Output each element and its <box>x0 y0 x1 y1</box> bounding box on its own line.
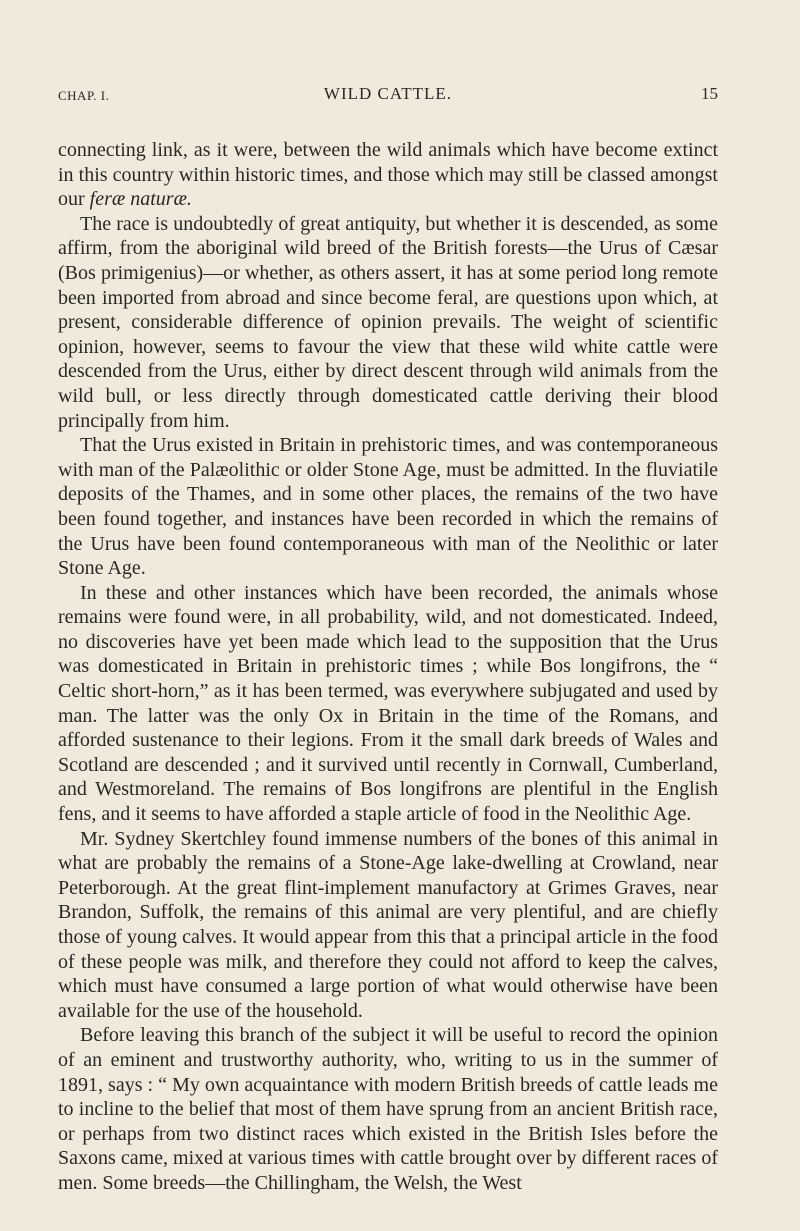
body-text <box>58 138 718 1196</box>
paragraph <box>58 827 718 1024</box>
paragraph <box>58 138 718 212</box>
text-fragment: The race is undoubtedly of great antiquity, but whether it is descended, as some affirm, from the aboriginal wild breed of the British forests—the Urus of Cæsar (Bos primigenius)—or whether, as others assert, it has at some period long remote been imported from abroad and since become feral, are questions upon which, at present, considerable difference of opinion prevails. The weight of scientific opinion, however, seems to favour the view that these wild white cattle were descended from the Urus, either by direct descent through wild animals from the wild bull, or less directly through domesticated cattle deriving their blood principally from him. <box>58 212 718 432</box>
text-fragment: In these and other instances which have been recorded, the animals whose remains were found were, in all probability, wild, and not domesticated. Indeed, no discoveries have yet been made which lead to the supposition that the Urus was domesticated in Britain in prehistoric times ; while Bos longifrons, the “ Celtic short-horn,” as it has been termed, was everywhere subjugated and used by man. The latter was the only Ox in Britain in the time of the Romans, and afforded sustenance to their legions. From it the small dark breeds of Wales and Scotland are descended ; and it survived until recently in Cornwall, Cumberland, and Westmoreland. The remains of Bos longifrons are plentiful in the English fens, and it seems to have afforded a staple article of food in the Neolithic Age. <box>58 581 718 826</box>
text-fragment: Before leaving this branch of the subject it will be useful to record the opinion of an eminent and trustworthy authority, who, writing to us in the summer of 1891, says : “ My own acquaintance with modern British breeds of cattle leads me to incline to the belief that most of them have sprung from an ancient British race, or perhaps from two distinct races which existed in the British Isles before the Saxons came, mixed at various times with cattle brought over by different races of men. Some breeds—the Chillingham, the Welsh, the West <box>58 1024 718 1194</box>
paragraph <box>58 212 718 433</box>
text-fragment: connecting link, as it were, between the wild animals which have become extinct in this country within historic times, and those which may still be classed amongst our <box>58 139 718 211</box>
text-fragment: Mr. Sydney Skertchley found immense numbers of the bones of this animal in what are probably the remains of a Stone-Age lake-dwelling at Crowland, near Peterborough. At the great flint-implement manufactory at Grimes Graves, near Brandon, Suffolk, the remains of this animal are very plentiful, and are chiefly those of young calves. It would appear from this that a principal article in the food of these people was milk, and therefore they could not afford to keep the calves, which must have consumed a large portion of what would otherwise have been available for the use of the household. <box>58 827 718 1022</box>
paragraph <box>58 433 718 581</box>
page-number: 15 <box>701 84 718 103</box>
paragraph <box>58 1023 718 1195</box>
chapter-label: CHAP. I. <box>58 88 110 103</box>
italic-phrase: feræ naturæ. <box>89 188 192 211</box>
text-fragment: That the Urus existed in Britain in prehistoric times, and was contemporaneous with man of the Palæolithic or older Stone Age, must be admitted. In the fluviatile deposits of the Thames, and in some other places, the remains of the two have been found together, and instances have been recorded in which the remains of the Urus have been found contemporaneous with man of the Neolithic or later Stone Age. <box>58 434 718 580</box>
paragraph <box>58 581 718 827</box>
running-title: WILD CATTLE. <box>323 84 453 103</box>
running-head <box>58 84 718 108</box>
